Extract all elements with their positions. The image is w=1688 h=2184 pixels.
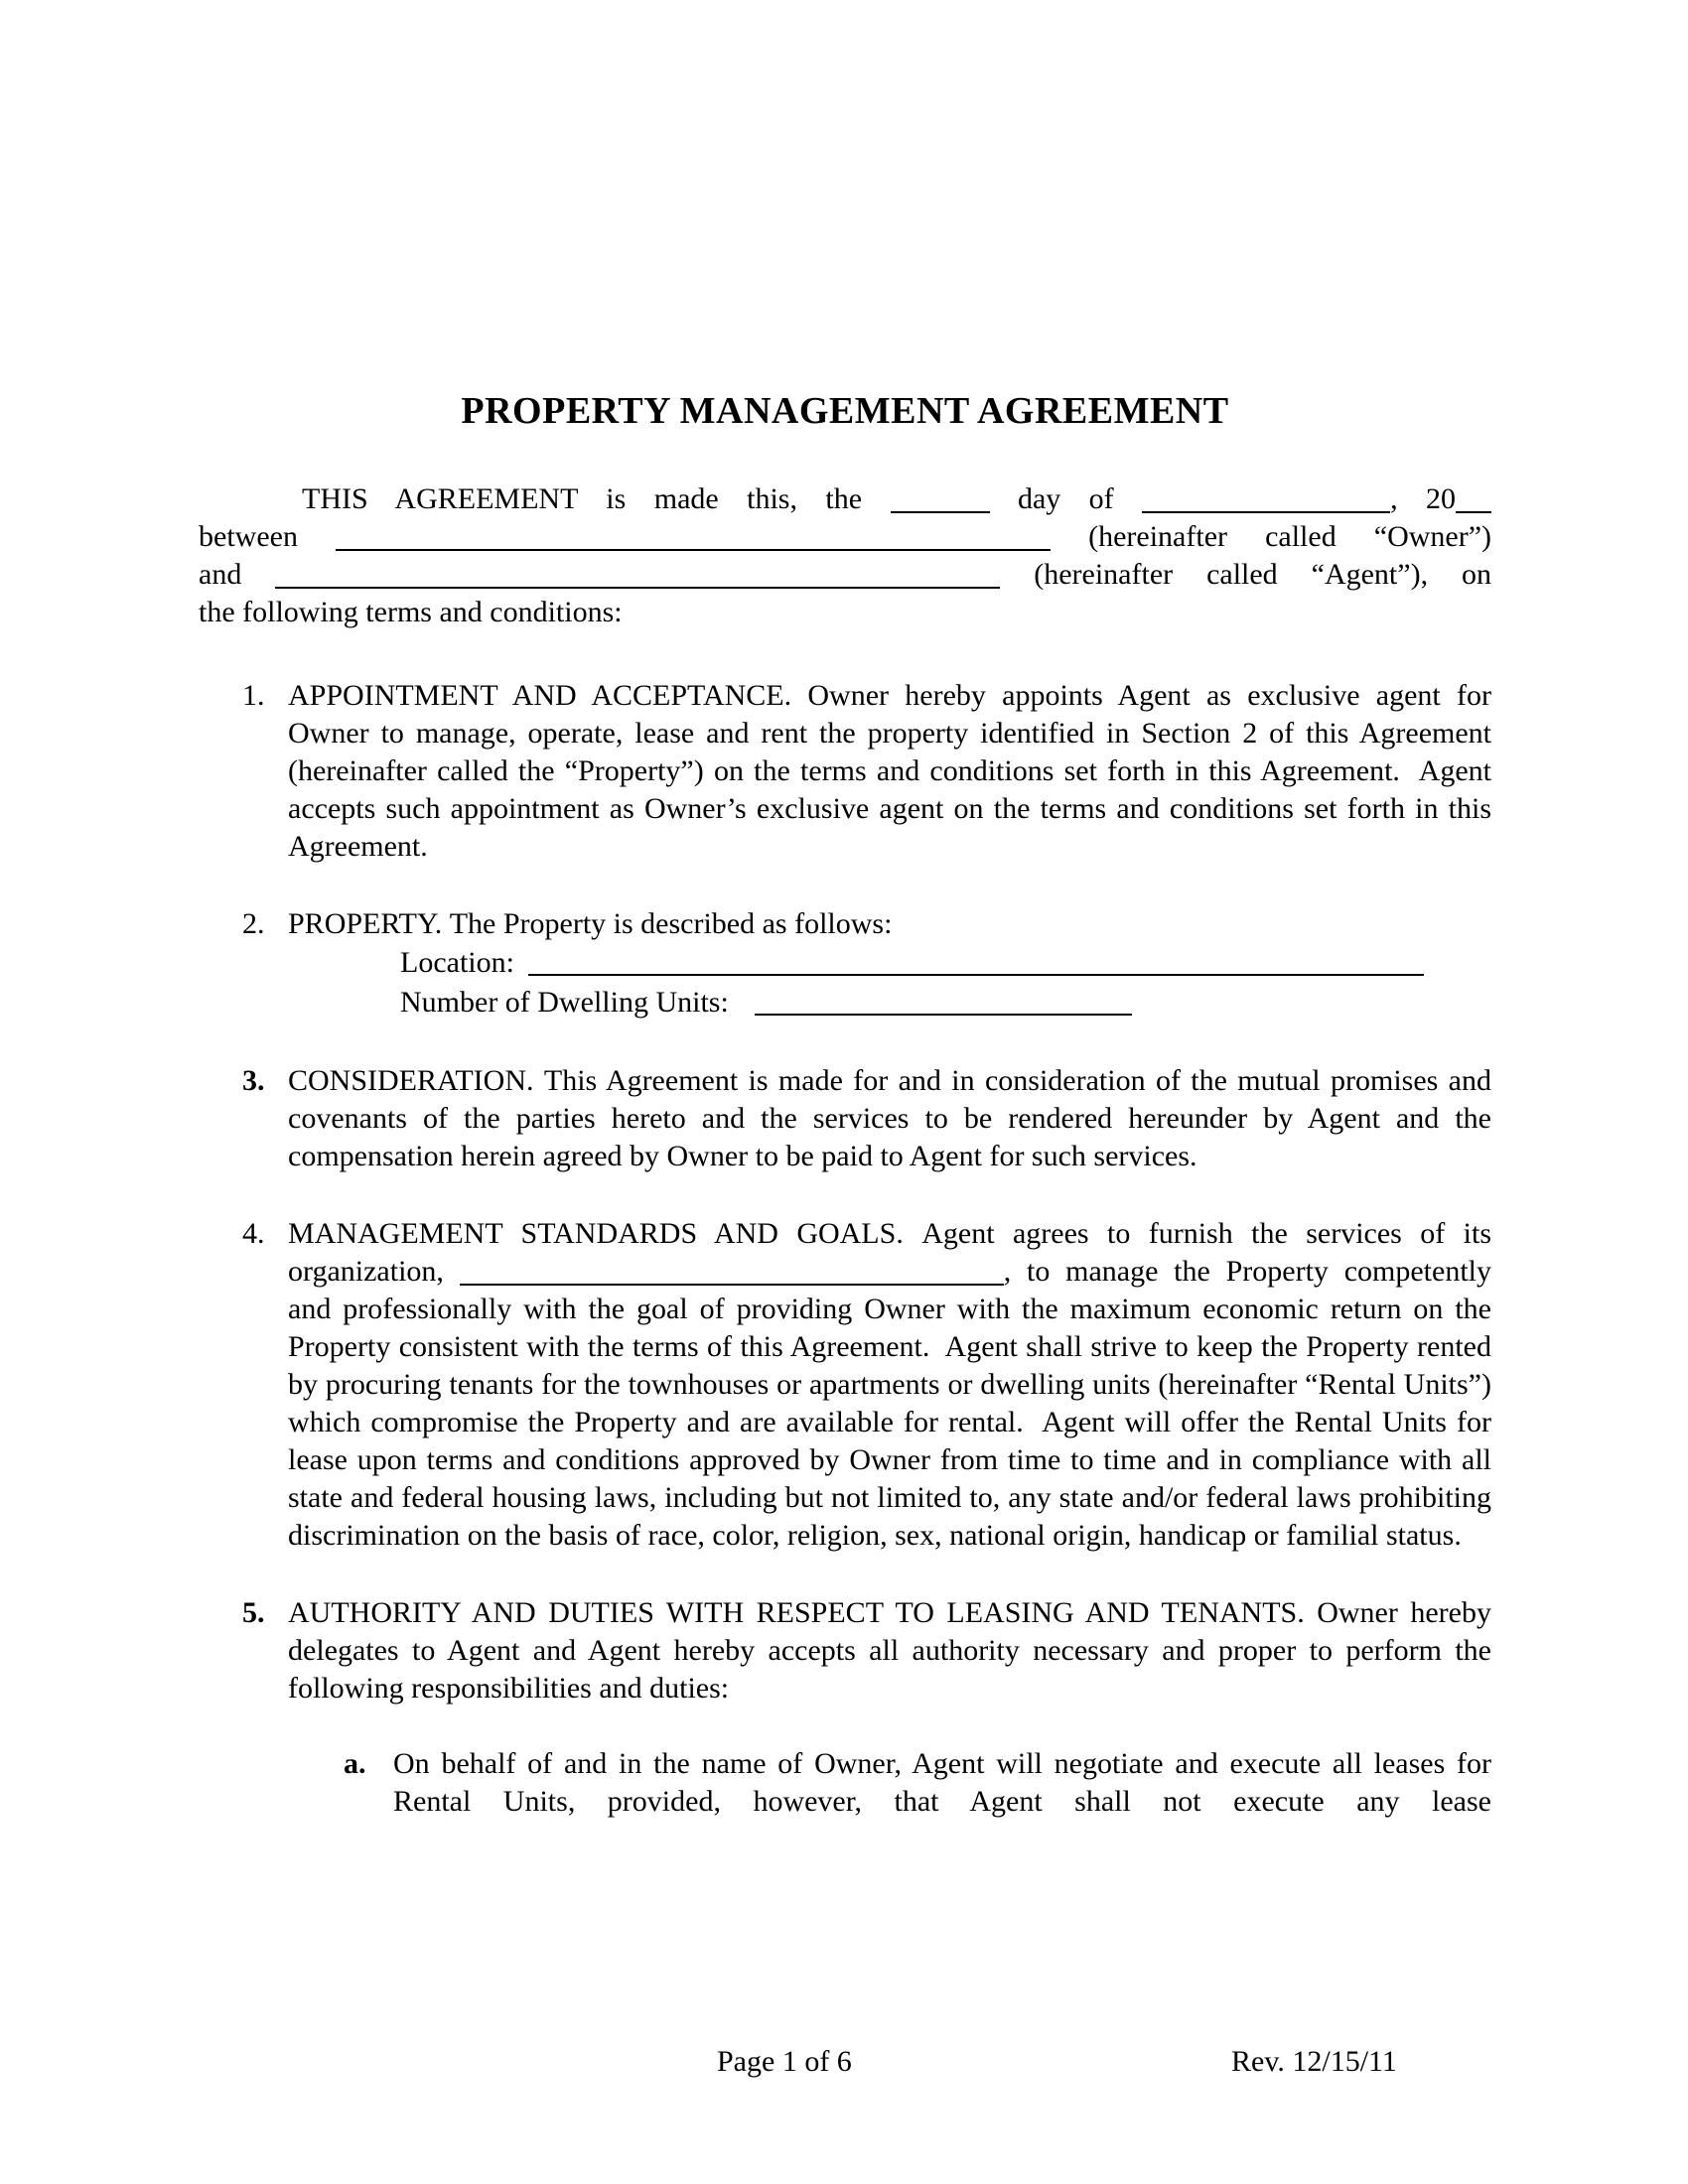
field-label-location: Location: — [400, 946, 514, 979]
section-text-3 — [288, 1062, 1491, 1175]
section-body-4-post: , to manage the Property competently and professionally with the goal of providing Owner with the maximum economic return on the Property consistent with the terms of this Agreement. Agent shall strive to keep the Property rented by procuring tenants for the townhouses or apartments or dwelling units (hereinafter “Rental Units”) which compromise the Property and are available for rental. Agent will offer the Rental Units for lease upon terms and conditions approved by Owner from time to time and in compliance with all state and federal housing laws, including but not limited to, any state and/or federal laws prohibiting discrimination on the basis of race, color, religion, sex, national origin, handicap or familial status. — [288, 1255, 1492, 1552]
field-dwelling-units — [400, 983, 1491, 1023]
section-appointment — [199, 677, 1491, 866]
field-location — [400, 943, 1491, 983]
section-number-3: 3. — [242, 1064, 265, 1097]
subsection-a-marker: a. — [344, 1747, 366, 1780]
blank-year — [1456, 483, 1491, 513]
section-body-2: The Property is described as follows: — [442, 907, 893, 940]
section-heading-4: MANAGEMENT STANDARDS AND GOALS. — [288, 1217, 904, 1250]
section-heading-1: APPOINTMENT AND ACCEPTANCE. — [288, 679, 792, 712]
section-number-1: 1. — [242, 679, 265, 712]
opening-text-6: and — [199, 558, 242, 591]
section-text-2 — [288, 905, 1491, 943]
subsection-a — [288, 1745, 1491, 1821]
opening-line-2 — [199, 518, 1491, 556]
section-property — [199, 905, 1491, 1023]
section-number-4: 4. — [242, 1217, 265, 1250]
opening-text-7: (hereinafter called “Agent”), on — [1034, 558, 1492, 591]
blank-location — [528, 974, 1424, 976]
revision-label: Rev. 12/15/11 — [1231, 2045, 1397, 2078]
section-body-1: Owner hereby appoints Agent as exclusive agent for Owner to manage, operate, lease and rent the property identified in Section 2 of this Agreement (hereinafter called the “Property”) on the terms and conditions set forth in this Agreement. Agent accepts such appointment as Owner’s exclusive agent on the terms and conditions set forth in this Agreement. — [288, 679, 1491, 863]
blank-month — [1142, 483, 1390, 513]
opening-paragraph — [199, 480, 1491, 631]
opening-text-3: , 20 — [1390, 482, 1457, 515]
page-title: PROPERTY MANAGEMENT AGREEMENT — [461, 390, 1229, 432]
section-text-1 — [288, 677, 1491, 866]
section-management-standards — [199, 1215, 1491, 1555]
blank-organization-name — [460, 1256, 1004, 1286]
opening-line-4: the following terms and conditions: — [199, 596, 623, 628]
page-number-label: Page 1 of 6 — [717, 2045, 852, 2078]
opening-text-2: day of — [1017, 482, 1114, 515]
blank-dwelling-units — [755, 1014, 1132, 1016]
opening-line-1 — [199, 480, 1491, 518]
section-text-5 — [288, 1594, 1491, 1707]
blank-day — [891, 483, 990, 513]
section-heading-2: PROPERTY. — [288, 907, 443, 940]
section-heading-5: AUTHORITY AND DUTIES WITH RESPECT TO LEASING AND TENANTS. — [288, 1596, 1305, 1629]
field-label-dwelling-units: Number of Dwelling Units: — [400, 986, 729, 1019]
section-number-2: 2. — [242, 907, 265, 940]
subsection-a-text: On behalf of and in the name of Owner, Agent will negotiate and execute all leases for Rental Units, provided, however, that Agent shall not execute any lease — [393, 1747, 1491, 1818]
opening-text-1: THIS AGREEMENT is made this, the — [302, 482, 863, 515]
section-body-3: This Agreement is made for and in consideration of the mutual promises and covenants of the parties hereto and the services to be rendered hereunder by Agent and the compensation herein agreed by Owner to be paid to Agent for such services. — [288, 1064, 1491, 1172]
section-consideration — [199, 1062, 1491, 1175]
section-authority-duties — [199, 1594, 1491, 1821]
document-content — [199, 389, 1491, 1860]
section-heading-3: CONSIDERATION. — [288, 1064, 534, 1097]
opening-text-4: between — [199, 520, 298, 553]
section-body-5: Owner hereby delegates to Agent and Agent hereby accepts all authority necessary and proper to perform the following responsibilities and duties: — [288, 1596, 1491, 1705]
section-number-5: 5. — [242, 1596, 265, 1629]
opening-text-5: (hereinafter called “Owner”) — [1088, 520, 1492, 553]
blank-agent-name — [275, 559, 1000, 589]
opening-line-3 — [199, 556, 1491, 594]
section-body-4-pre: Agent agrees to furnish the services of its organization, — [288, 1217, 1491, 1288]
section-text-4 — [288, 1215, 1491, 1555]
blank-owner-name — [336, 521, 1051, 551]
